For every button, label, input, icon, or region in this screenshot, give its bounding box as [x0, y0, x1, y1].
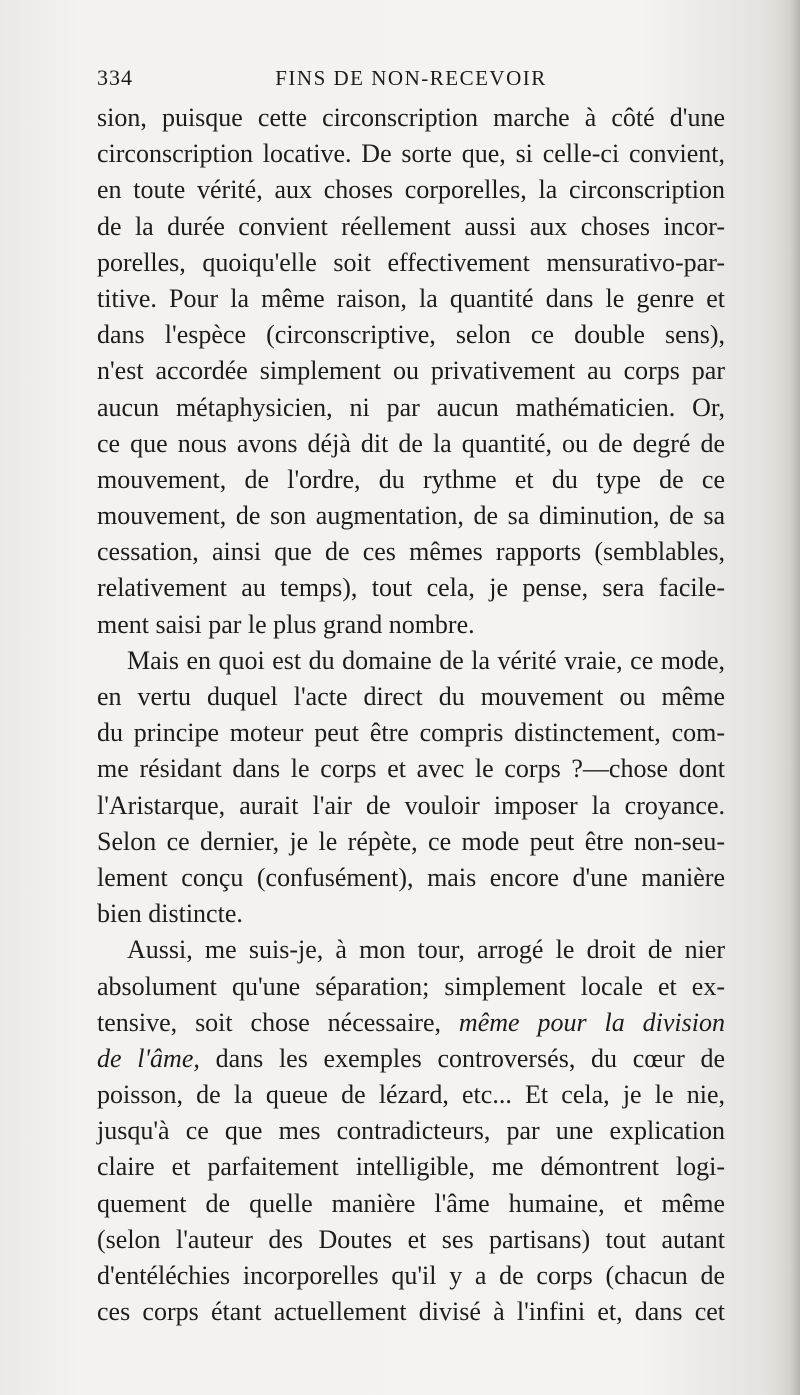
- text-line: d'entéléchies incorporelles qu'il y a de corps (chacun de: [97, 1261, 725, 1290]
- text-line: mouvement, de son augmentation, de sa diminution, de sa: [97, 501, 725, 531]
- text-line: cessation, ainsi que de ces mêmes rapports (semblables,: [97, 537, 725, 567]
- text-line: l'Aristarque, aurait l'air de vouloir imposer la croyance.: [97, 790, 725, 820]
- line-text: dans les exemples controversés, du cœur de: [199, 1043, 725, 1073]
- text-line: ces corps étant actuellement divisé à l'infini et, dans cet: [97, 1297, 725, 1327]
- paragraph-end-line: ment saisi par le plus grand nombre.: [97, 609, 475, 639]
- text-line: lement conçu (confusément), mais encore d'une manière: [97, 862, 725, 892]
- text-line: ce que nous avons déjà dit de la quantité, ou de degré de: [97, 428, 725, 458]
- page-number: 334: [97, 65, 133, 90]
- text-line: me résidant dans le corps et avec le corps ?—chose dont: [97, 754, 725, 784]
- text-line: titive. Pour la même raison, la quantité dans le genre et: [97, 283, 725, 313]
- text-line: quement de quelle manière l'âme humaine, et même: [97, 1188, 725, 1218]
- text-line: circonscription locative. De sorte que, si celle-ci convient,: [97, 139, 725, 169]
- text-line: jusqu'à ce que mes contradicteurs, par une explication: [97, 1116, 725, 1146]
- text-line: de la durée convient réellement aussi aux choses incor-: [97, 211, 725, 241]
- paragraph-end-line: bien distincte.: [97, 899, 243, 929]
- text-line: n'est accordée simplement ou privativement au corps par: [97, 356, 725, 386]
- italic-phrase: de l'âme,: [97, 1043, 200, 1073]
- page-edge-shadow: [790, 0, 800, 1395]
- italic-phrase: même pour la division: [458, 1007, 725, 1037]
- text-line: [97, 1041, 725, 1077]
- text-line: mouvement, de l'ordre, du rythme et du type de ce: [97, 464, 725, 494]
- body-text: [97, 100, 725, 1330]
- text-line: sion, puisque cette circonscription marche à côté d'une: [97, 103, 725, 132]
- page-header: [97, 58, 725, 98]
- text-line: porelles, quoiqu'elle soit effectivement mensurativo-par-: [97, 247, 725, 277]
- text-line: en vertu duquel l'acte direct du mouvement ou même: [97, 682, 725, 711]
- text-line: claire et parfaitement intelligible, me démontrent logi-: [97, 1152, 725, 1182]
- text-line: (selon l'auteur des Doutes et ses partisans) tout autant: [97, 1224, 725, 1254]
- line-text: tensive, soit chose nécessaire,: [97, 1007, 441, 1037]
- text-line: Selon ce dernier, je le répète, ce mode peut être non-seu-: [97, 826, 725, 856]
- text-line: absolument qu'une séparation; simplement locale et ex-: [97, 971, 725, 1001]
- text-line: poisson, de la queue de lézard, etc... Et cela, je le nie,: [97, 1080, 725, 1110]
- text-line: [97, 1005, 725, 1041]
- text-line: en toute vérité, aux choses corporelles, la circonscription: [97, 175, 725, 205]
- text-line: aucun métaphysicien, ni par aucun mathématicien. Or,: [97, 392, 725, 422]
- paragraph-start-line: Mais en quoi est du domaine de la vérité vraie, ce mode,: [127, 645, 725, 675]
- running-head: FINS DE NON-RECEVOIR: [275, 66, 547, 90]
- text-line: du principe moteur peut être compris distinctement, com-: [97, 718, 725, 748]
- text-line: dans l'espèce (circonscriptive, selon ce double sens),: [97, 320, 725, 350]
- text-line: relativement au temps), tout cela, je pense, sera facile-: [97, 573, 725, 603]
- paragraph-start-line: Aussi, me suis-je, à mon tour, arrogé le droit de nier: [127, 935, 725, 965]
